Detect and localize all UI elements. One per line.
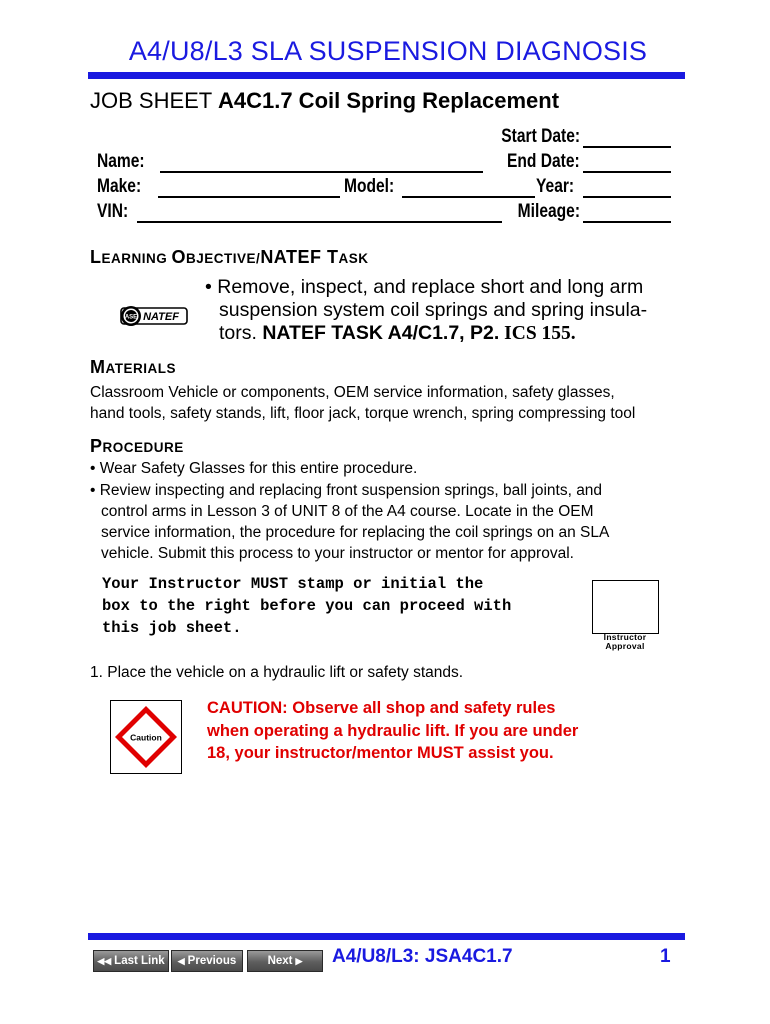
page-title: A4/U8/L3 SLA SUSPENSION DIAGNOSIS [128, 36, 648, 66]
job-sheet-title [90, 88, 559, 114]
ase-logo-text: ASE [124, 314, 138, 321]
materials-line-1: Classroom Vehicle or components, OEM service information, safety glasses, [90, 384, 615, 401]
caution-message [207, 697, 578, 765]
caution-sign-text: Caution [130, 732, 162, 743]
caution-line-2: when operating a hydraulic lift. If you are under [207, 721, 579, 740]
stamp-instruction-line-3: this job sheet. [102, 619, 242, 637]
materials-line-2: hand tools, safety stands, lift, floor jack, torque wrench, spring compressing tool [90, 405, 636, 422]
end-date-line[interactable] [583, 171, 671, 173]
objective-heading: LEARNING OBJECTIVE/NATEF TASK [90, 247, 369, 267]
next-button[interactable]: Next ▶ [247, 950, 323, 972]
start-date-line[interactable] [583, 146, 671, 148]
procedure-heading: PROCEDURE [90, 436, 184, 456]
step-1: 1. Place the vehicle on a hydraulic lift or safety stands. [90, 664, 464, 681]
make-label: Make: [97, 176, 142, 197]
footer-code: A4/U8/L3: JSA4C1.7 [332, 946, 513, 967]
year-label: Year: [536, 176, 575, 197]
objective-line-3: tors. NATEF TASK A4/C1.7, P2. ICS 155. [219, 322, 576, 344]
left-arrow-icon: ◀ [177, 955, 185, 966]
ase-natef-logo [113, 302, 191, 330]
mileage-line[interactable] [583, 221, 671, 223]
page-number: 1 [660, 946, 671, 967]
name-label: Name: [97, 151, 145, 172]
start-date-label: Start Date: [501, 126, 580, 147]
top-divider [88, 72, 685, 79]
vin-line[interactable] [137, 221, 502, 223]
caution-sign [110, 700, 182, 774]
model-line[interactable] [402, 196, 535, 198]
bottom-divider [88, 933, 685, 940]
procedure-bullet-2-line-1: • Review inspecting and replacing front suspension springs, ball joints, and [90, 482, 603, 499]
procedure-bullet-2-line-3: service information, the procedure for replacing the coil springs on an SLA [101, 524, 610, 541]
procedure-bullet-1: • Wear Safety Glasses for this entire procedure. [90, 460, 418, 477]
stamp-instruction-line-2: box to the right before you can proceed with [102, 597, 512, 615]
mileage-label: Mileage: [517, 201, 580, 222]
end-date-label: End Date: [507, 151, 580, 172]
right-arrow-icon: ▶ [295, 955, 303, 966]
model-label: Model: [344, 176, 395, 197]
objective-line-1: • Remove, inspect, and replace short and long arm [205, 276, 644, 298]
stamp-instruction-line-1: Your Instructor MUST stamp or initial the [102, 575, 484, 593]
caution-line-3: 18, your instructor/mentor MUST assist you. [207, 744, 554, 762]
year-line[interactable] [583, 196, 671, 198]
natef-logo-text: NATEF [143, 311, 179, 323]
make-line[interactable] [158, 196, 340, 198]
previous-button[interactable]: ◀ Previous [171, 950, 243, 972]
double-left-arrow-icon: ◀◀ [97, 955, 112, 966]
procedure-bullet-2-line-4: vehicle. Submit this process to your instructor or mentor for approval. [101, 545, 574, 562]
job-sheet-prefix: JOB SHEET [90, 88, 218, 113]
caution-line-1: CAUTION: Observe all shop and safety rules [207, 699, 556, 717]
vin-label: VIN: [97, 201, 129, 222]
job-sheet-name: A4C1.7 Coil Spring Replacement [217, 88, 560, 113]
objective-line-2: suspension system coil springs and spring insula- [219, 299, 648, 321]
procedure-bullet-2-line-2: control arms in Lesson 3 of UNIT 8 of the A4 course. Locate in the OEM [101, 503, 594, 520]
name-line[interactable] [160, 171, 483, 173]
last-link-button[interactable]: ◀◀ Last Link [93, 950, 169, 972]
instructor-approval-label: Instructor Approval [603, 632, 647, 651]
instructor-approval-box[interactable] [592, 580, 659, 634]
materials-heading: MATERIALS [90, 357, 176, 377]
